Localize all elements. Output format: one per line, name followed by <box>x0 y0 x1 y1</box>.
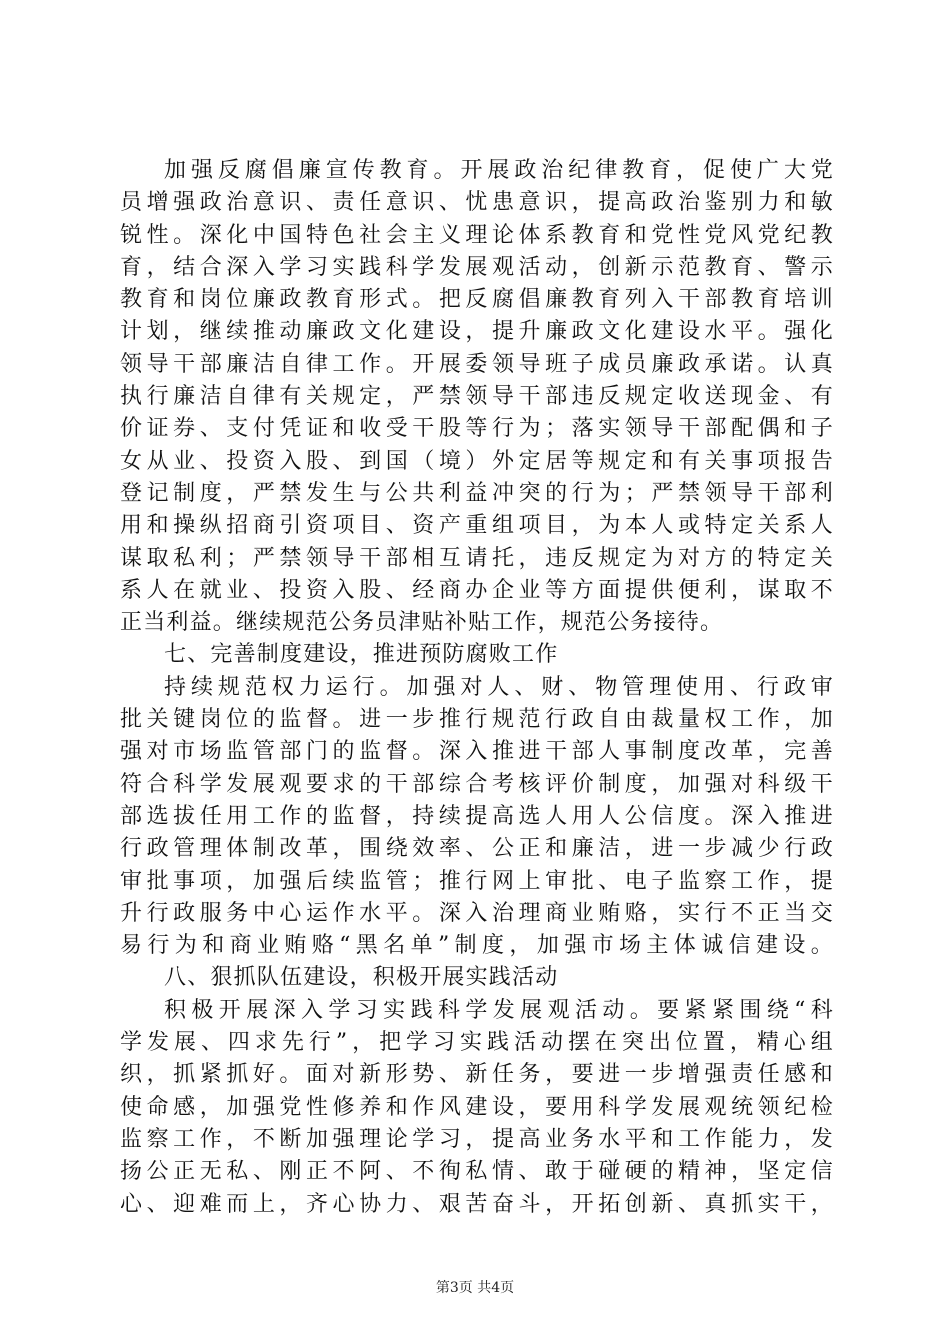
paragraph-line: 部选拔任用工作的监督，持续提高选人用人公信度。深入推进 <box>120 803 834 829</box>
paragraph-line: 锐性。深化中国特色社会主义理论体系教育和党性党风党纪教 <box>120 222 834 248</box>
paragraph-line: 符合科学发展观要求的干部综合考核评价制度，加强对科级干 <box>120 771 834 797</box>
paragraph-line: 育，结合深入学习实践科学发展观活动，创新示范教育、警示 <box>120 254 834 280</box>
paragraph-line: 用和操纵招商引资项目、资产重组项目，为本人或特定关系人 <box>120 513 834 539</box>
paragraph-line: 批关键岗位的监督。进一步推行规范行政自由裁量权工作，加 <box>120 707 834 733</box>
paragraph-line: 计划，继续推动廉政文化建设，提升廉政文化建设水平。强化 <box>120 319 834 345</box>
paragraph-line: 织，抓紧抓好。面对新形势、新任务，要进一步增强责任感和 <box>120 1062 834 1088</box>
page-number-footer: 第3页 共4页 <box>435 1280 515 1296</box>
paragraph-line: 持续规范权力运行。加强对人、财、物管理使用、行政审 <box>164 674 834 700</box>
paragraph-line: 系人在就业、投资入股、经商办企业等方面提供便利，谋取不 <box>120 577 834 603</box>
document-body <box>120 155 834 1221</box>
paragraph-line: 行政管理体制改革，围绕效率、公正和廉洁，进一步减少行政 <box>120 836 834 862</box>
section-heading: 七、完善制度建设，推进预防腐败工作 <box>164 642 559 668</box>
paragraph-line: 领导干部廉洁自律工作。开展委领导班子成员廉政承诺。认真 <box>120 351 834 377</box>
paragraph-line: 升行政服务中心运作水平。深入治理商业贿赂，实行不正当交 <box>120 900 834 926</box>
paragraph-line: 价证券、支付凭证和收受干股等行为；落实领导干部配偶和子 <box>120 416 834 442</box>
paragraph-line: 扬公正无私、刚正不阿、不徇私情、敢于碰硬的精神，坚定信 <box>120 1159 834 1185</box>
paragraph-line: 审批事项，加强后续监管；推行网上审批、电子监察工作，提 <box>120 868 834 894</box>
paragraph-line: 女从业、投资入股、到国（境）外定居等规定和有关事项报告 <box>120 448 834 474</box>
paragraph-line: 使命感，加强党性修养和作风建设，要用科学发展观统领纪检 <box>120 1094 834 1120</box>
paragraph-line: 谋取私利；严禁领导干部相互请托，违反规定为对方的特定关 <box>120 545 834 571</box>
paragraph-line: 学发展、四求先行”，把学习实践活动摆在突出位置，精心组 <box>120 1030 834 1056</box>
paragraph-line: 教育和岗位廉政教育形式。把反腐倡廉教育列入干部教育培训 <box>120 287 834 313</box>
paragraph-line: 正当利益。继续规范公务员津贴补贴工作，规范公务接待。 <box>120 610 724 636</box>
paragraph-line: 积极开展深入学习实践科学发展观活动。要紧紧围绕“科 <box>164 997 834 1023</box>
paragraph-line: 心、迎难而上，齐心协力、艰苦奋斗，开拓创新、真抓实干， <box>120 1191 834 1217</box>
paragraph-line: 员增强政治意识、责任意识、忧患意识，提高政治鉴别力和敏 <box>120 190 834 216</box>
paragraph-line: 执行廉洁自律有关规定，严禁领导干部违反规定收送现金、有 <box>120 384 834 410</box>
paragraph-line: 加强反腐倡廉宣传教育。开展政治纪律教育，促使广大党 <box>164 158 834 183</box>
section-heading: 八、狠抓队伍建设，积极开展实践活动 <box>164 965 559 991</box>
paragraph-line: 易行为和商业贿赂“黑名单”制度，加强市场主体诚信建设。 <box>120 933 834 959</box>
paragraph-line: 监察工作，不断加强理论学习，提高业务水平和工作能力，发 <box>120 1126 834 1152</box>
paragraph-line: 登记制度，严禁发生与公共利益冲突的行为；严禁领导干部利 <box>120 480 834 506</box>
paragraph-line: 强对市场监管部门的监督。深入推进干部人事制度改革，完善 <box>120 739 834 765</box>
